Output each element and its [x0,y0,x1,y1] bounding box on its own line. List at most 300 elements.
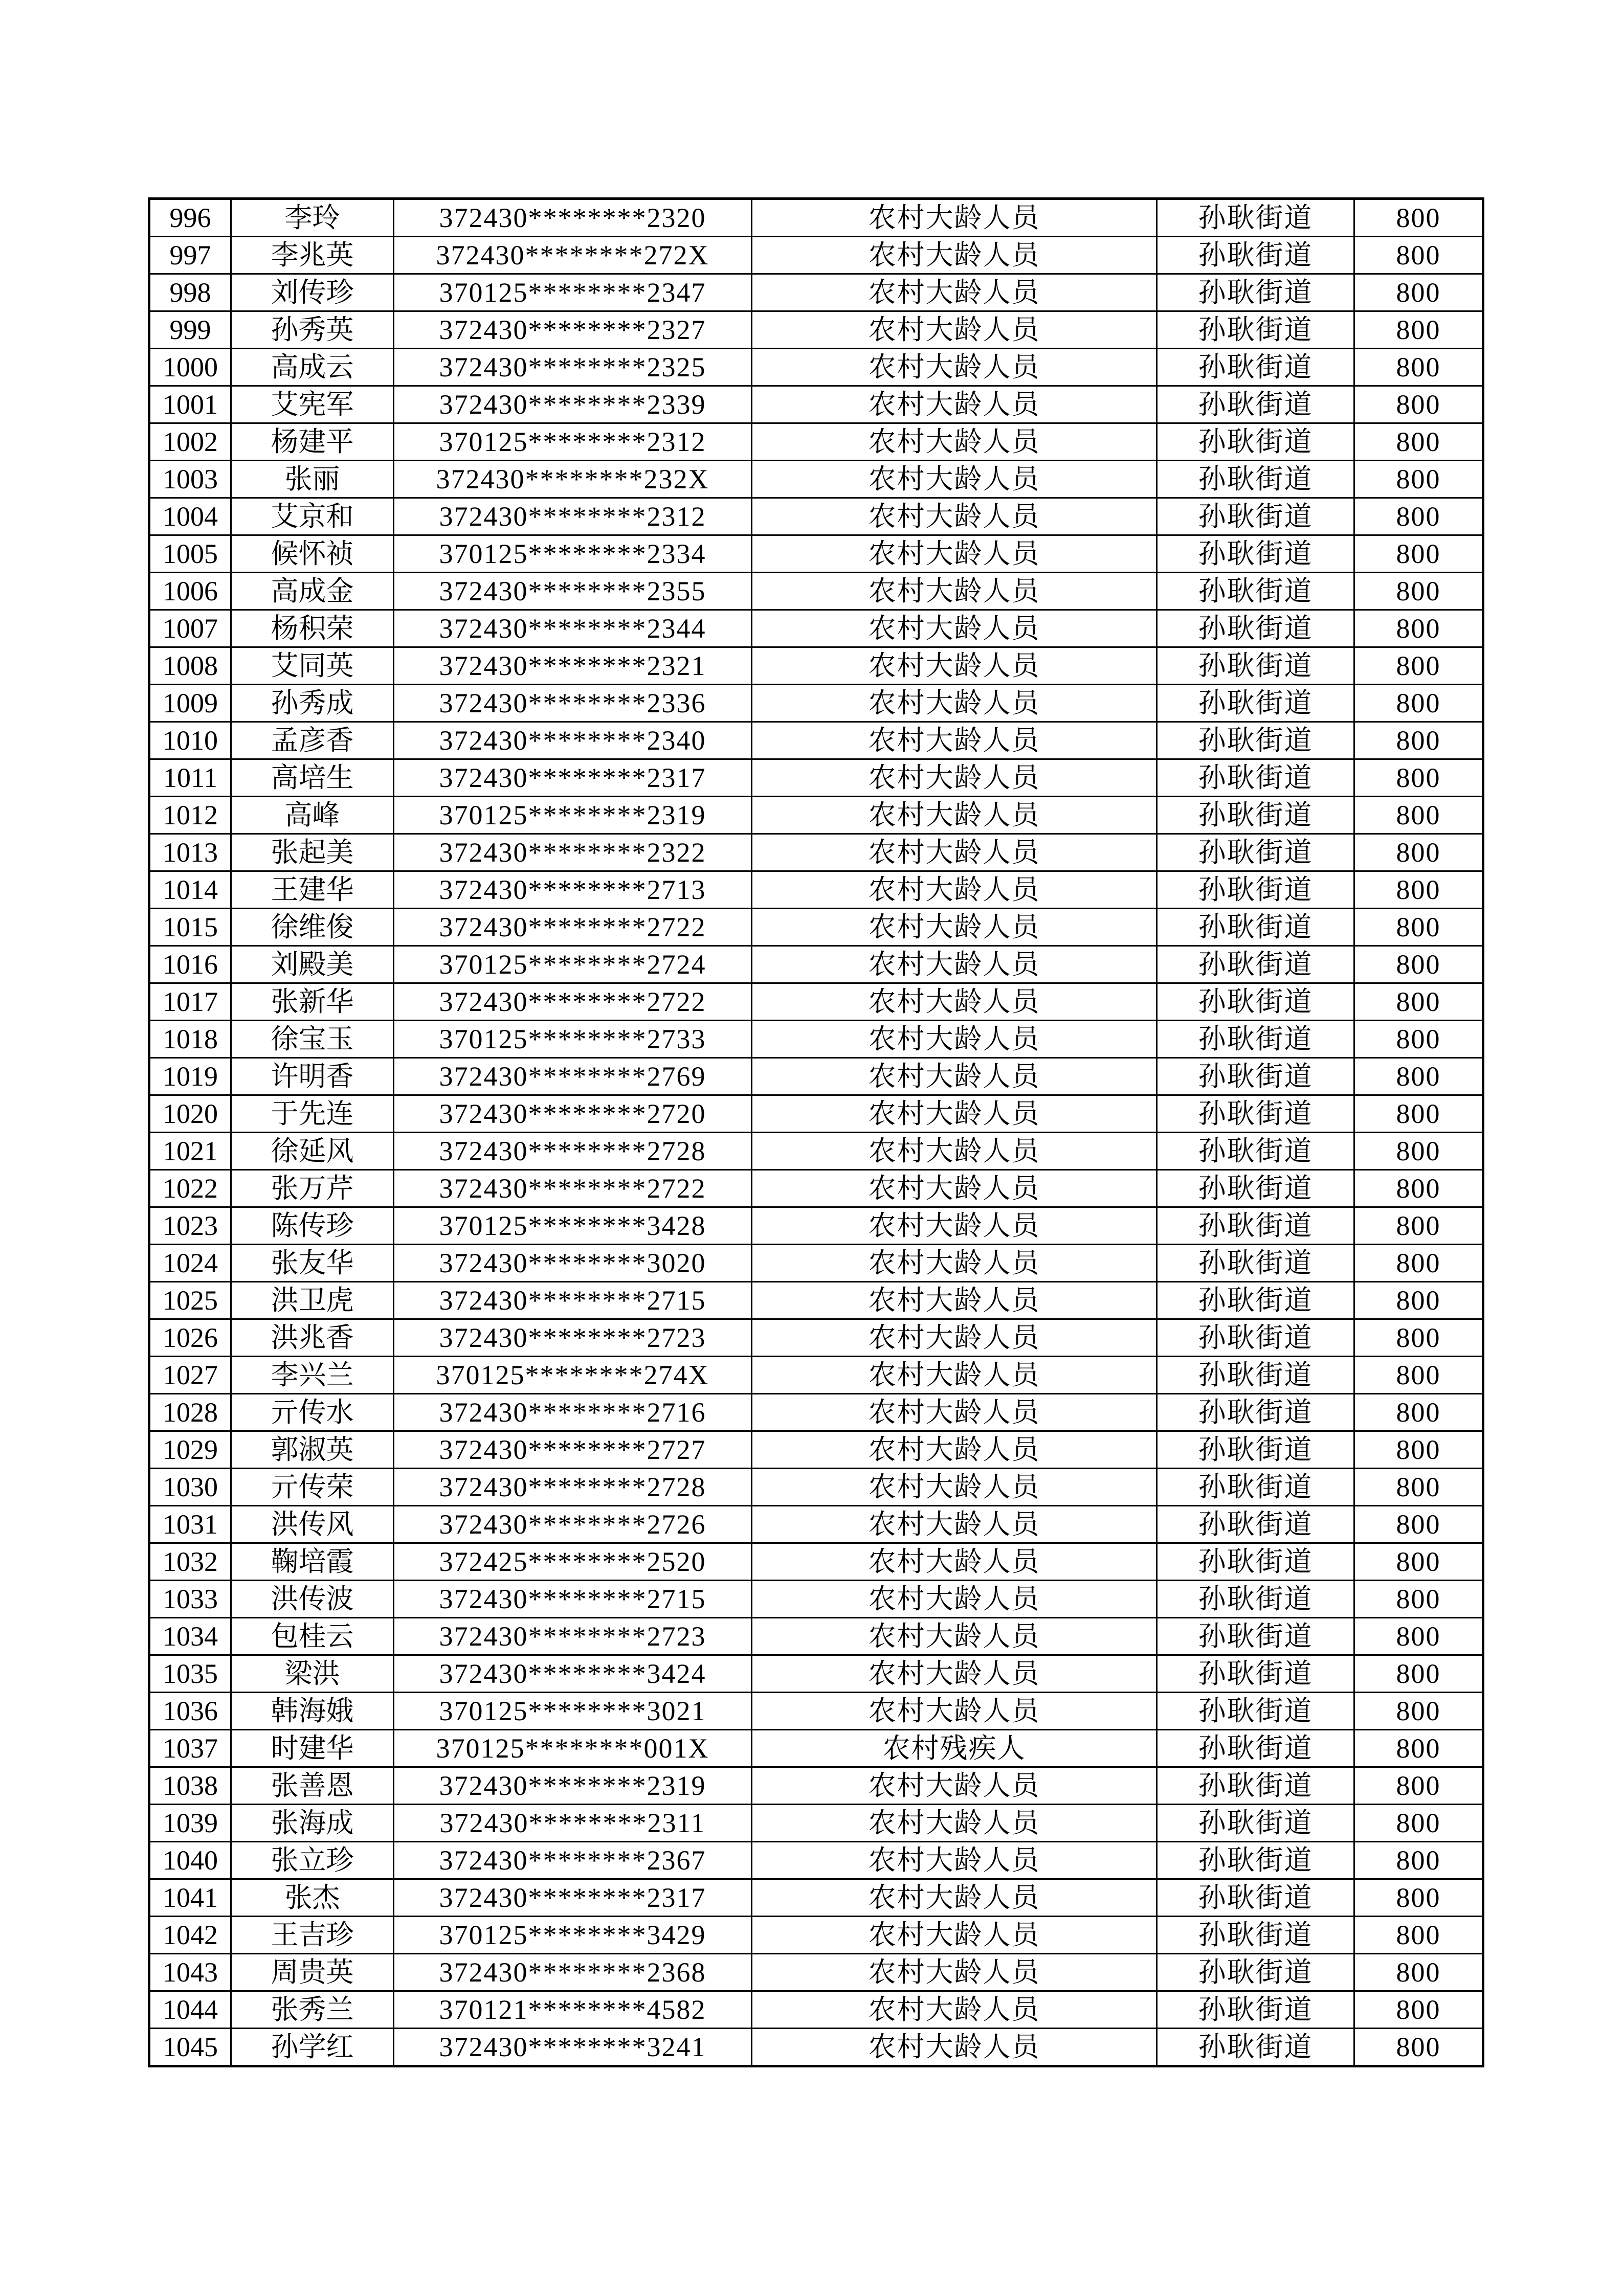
row-number-cell: 1037 [149,1730,231,1767]
id-number-cell: 372430********2723 [394,1319,752,1357]
street-cell: 孙耿街道 [1157,1133,1354,1170]
street-cell: 孙耿街道 [1157,1021,1354,1058]
table-row [149,1095,1483,1133]
category-cell: 农村大龄人员 [752,610,1157,647]
table-row [149,1170,1483,1207]
person-name-cell: 艾同英 [231,647,394,685]
table-row [149,1282,1483,1319]
table-row [149,237,1483,274]
amount-cell: 800 [1354,1581,1483,1618]
amount-cell: 800 [1354,1917,1483,1954]
person-name-cell: 高成金 [231,573,394,610]
street-cell: 孙耿街道 [1157,349,1354,386]
row-number-cell: 1024 [149,1245,231,1282]
table-row [149,498,1483,535]
person-name-cell: 徐维俊 [231,909,394,946]
amount-cell: 800 [1354,1618,1483,1655]
category-cell: 农村大龄人员 [752,1655,1157,1693]
row-number-cell: 1041 [149,1879,231,1917]
id-number-cell: 372425********2520 [394,1543,752,1581]
person-name-cell: 杨积荣 [231,610,394,647]
person-name-cell: 郭淑英 [231,1431,394,1469]
person-name-cell: 张新华 [231,983,394,1021]
table-row [149,1842,1483,1879]
amount-cell: 800 [1354,1245,1483,1282]
category-cell: 农村大龄人员 [752,1282,1157,1319]
street-cell: 孙耿街道 [1157,759,1354,797]
amount-cell: 800 [1354,909,1483,946]
row-number-cell: 1032 [149,1543,231,1581]
id-number-cell: 372430********232X [394,461,752,498]
row-number-cell: 1016 [149,946,231,983]
category-cell: 农村大龄人员 [752,1879,1157,1917]
street-cell: 孙耿街道 [1157,1170,1354,1207]
id-number-cell: 372430********2320 [394,199,752,237]
roster-body [149,199,1483,2066]
category-cell: 农村大龄人员 [752,1954,1157,1991]
table-row [149,2029,1483,2066]
id-number-cell: 370125********2319 [394,797,752,834]
person-name-cell: 亓传水 [231,1394,394,1431]
street-cell: 孙耿街道 [1157,461,1354,498]
amount-cell: 800 [1354,311,1483,349]
person-name-cell: 刘传珍 [231,274,394,311]
row-number-cell: 1042 [149,1917,231,1954]
amount-cell: 800 [1354,1543,1483,1581]
row-number-cell: 1033 [149,1581,231,1618]
street-cell: 孙耿街道 [1157,237,1354,274]
table-row [149,983,1483,1021]
street-cell: 孙耿街道 [1157,423,1354,461]
id-number-cell: 372430********2336 [394,685,752,722]
street-cell: 孙耿街道 [1157,1357,1354,1394]
table-row [149,274,1483,311]
table-row [149,1991,1483,2029]
person-name-cell: 高培生 [231,759,394,797]
table-row [149,386,1483,423]
id-number-cell: 372430********2340 [394,722,752,759]
id-number-cell: 372430********2319 [394,1767,752,1805]
street-cell: 孙耿街道 [1157,2029,1354,2066]
table-row [149,722,1483,759]
row-number-cell: 1043 [149,1954,231,1991]
person-name-cell: 高峰 [231,797,394,834]
table-row [149,349,1483,386]
person-name-cell: 梁洪 [231,1655,394,1693]
person-name-cell: 张秀兰 [231,1991,394,2029]
street-cell: 孙耿街道 [1157,1431,1354,1469]
id-number-cell: 372430********2728 [394,1133,752,1170]
category-cell: 农村大龄人员 [752,1058,1157,1095]
category-cell: 农村大龄人员 [752,535,1157,573]
person-name-cell: 洪传波 [231,1581,394,1618]
person-name-cell: 孙秀英 [231,311,394,349]
amount-cell: 800 [1354,423,1483,461]
person-name-cell: 徐宝玉 [231,1021,394,1058]
row-number-cell: 1000 [149,349,231,386]
person-name-cell: 孙秀成 [231,685,394,722]
category-cell: 农村大龄人员 [752,1469,1157,1506]
table-row [149,647,1483,685]
row-number-cell: 1003 [149,461,231,498]
id-number-cell: 372430********2769 [394,1058,752,1095]
category-cell: 农村大龄人员 [752,647,1157,685]
table-row [149,1618,1483,1655]
amount-cell: 800 [1354,834,1483,871]
amount-cell: 800 [1354,1431,1483,1469]
amount-cell: 800 [1354,1730,1483,1767]
street-cell: 孙耿街道 [1157,1506,1354,1543]
id-number-cell: 370125********001X [394,1730,752,1767]
id-number-cell: 372430********2715 [394,1282,752,1319]
person-name-cell: 张善恩 [231,1767,394,1805]
amount-cell: 800 [1354,1693,1483,1730]
table-row [149,573,1483,610]
street-cell: 孙耿街道 [1157,1917,1354,1954]
street-cell: 孙耿街道 [1157,1693,1354,1730]
category-cell: 农村大龄人员 [752,1767,1157,1805]
id-number-cell: 372430********2367 [394,1842,752,1879]
id-number-cell: 370125********3429 [394,1917,752,1954]
row-number-cell: 1035 [149,1655,231,1693]
person-name-cell: 鞠培霞 [231,1543,394,1581]
row-number-cell: 1027 [149,1357,231,1394]
category-cell: 农村大龄人员 [752,797,1157,834]
street-cell: 孙耿街道 [1157,1842,1354,1879]
row-number-cell: 1010 [149,722,231,759]
street-cell: 孙耿街道 [1157,1394,1354,1431]
id-number-cell: 372430********2716 [394,1394,752,1431]
amount-cell: 800 [1354,1506,1483,1543]
table-row [149,1506,1483,1543]
row-number-cell: 1044 [149,1991,231,2029]
row-number-cell: 1001 [149,386,231,423]
amount-cell: 800 [1354,1655,1483,1693]
category-cell: 农村大龄人员 [752,2029,1157,2066]
street-cell: 孙耿街道 [1157,1543,1354,1581]
table-row [149,1431,1483,1469]
id-number-cell: 372430********2722 [394,909,752,946]
person-name-cell: 洪兆香 [231,1319,394,1357]
table-row [149,1655,1483,1693]
category-cell: 农村大龄人员 [752,1245,1157,1282]
row-number-cell: 1029 [149,1431,231,1469]
category-cell: 农村大龄人员 [752,573,1157,610]
id-number-cell: 372430********272X [394,237,752,274]
person-name-cell: 包桂云 [231,1618,394,1655]
person-name-cell: 李玲 [231,199,394,237]
person-name-cell: 孙学红 [231,2029,394,2066]
person-name-cell: 徐延风 [231,1133,394,1170]
street-cell: 孙耿街道 [1157,498,1354,535]
category-cell: 农村大龄人员 [752,759,1157,797]
person-name-cell: 李兴兰 [231,1357,394,1394]
row-number-cell: 1039 [149,1805,231,1842]
person-name-cell: 洪传风 [231,1506,394,1543]
person-name-cell: 亓传荣 [231,1469,394,1506]
id-number-cell: 372430********2720 [394,1095,752,1133]
amount-cell: 800 [1354,1954,1483,1991]
amount-cell: 800 [1354,1207,1483,1245]
id-number-cell: 372430********2723 [394,1618,752,1655]
row-number-cell: 1012 [149,797,231,834]
row-number-cell: 1034 [149,1618,231,1655]
table-row [149,909,1483,946]
amount-cell: 800 [1354,1058,1483,1095]
street-cell: 孙耿街道 [1157,1319,1354,1357]
id-number-cell: 372430********3424 [394,1655,752,1693]
person-name-cell: 张立珍 [231,1842,394,1879]
person-name-cell: 杨建平 [231,423,394,461]
table-row [149,1730,1483,1767]
amount-cell: 800 [1354,274,1483,311]
table-row [149,1319,1483,1357]
street-cell: 孙耿街道 [1157,871,1354,909]
row-number-cell: 1036 [149,1693,231,1730]
person-name-cell: 张海成 [231,1805,394,1842]
amount-cell: 800 [1354,461,1483,498]
category-cell: 农村大龄人员 [752,1917,1157,1954]
street-cell: 孙耿街道 [1157,1058,1354,1095]
row-number-cell: 1002 [149,423,231,461]
street-cell: 孙耿街道 [1157,1245,1354,1282]
amount-cell: 800 [1354,610,1483,647]
category-cell: 农村大龄人员 [752,1543,1157,1581]
category-cell: 农村大龄人员 [752,1581,1157,1618]
row-number-cell: 1005 [149,535,231,573]
table-row [149,1357,1483,1394]
category-cell: 农村大龄人员 [752,685,1157,722]
table-row [149,1879,1483,1917]
street-cell: 孙耿街道 [1157,573,1354,610]
amount-cell: 800 [1354,535,1483,573]
row-number-cell: 1038 [149,1767,231,1805]
category-cell: 农村大龄人员 [752,274,1157,311]
row-number-cell: 1014 [149,871,231,909]
amount-cell: 800 [1354,1357,1483,1394]
table-row [149,1207,1483,1245]
amount-cell: 800 [1354,1805,1483,1842]
id-number-cell: 370125********2312 [394,423,752,461]
category-cell: 农村大龄人员 [752,909,1157,946]
amount-cell: 800 [1354,1021,1483,1058]
category-cell: 农村大龄人员 [752,946,1157,983]
category-cell: 农村残疾人 [752,1730,1157,1767]
id-number-cell: 372430********2321 [394,647,752,685]
row-number-cell: 1015 [149,909,231,946]
id-number-cell: 372430********3241 [394,2029,752,2066]
amount-cell: 800 [1354,199,1483,237]
table-row [149,1394,1483,1431]
category-cell: 农村大龄人员 [752,1618,1157,1655]
category-cell: 农村大龄人员 [752,1431,1157,1469]
street-cell: 孙耿街道 [1157,535,1354,573]
id-number-cell: 372430********2322 [394,834,752,871]
person-name-cell: 周贵英 [231,1954,394,1991]
street-cell: 孙耿街道 [1157,1954,1354,1991]
person-name-cell: 于先连 [231,1095,394,1133]
street-cell: 孙耿街道 [1157,1730,1354,1767]
id-number-cell: 372430********2325 [394,349,752,386]
person-name-cell: 艾京和 [231,498,394,535]
category-cell: 农村大龄人员 [752,237,1157,274]
category-cell: 农村大龄人员 [752,1095,1157,1133]
table-row [149,759,1483,797]
street-cell: 孙耿街道 [1157,1581,1354,1618]
id-number-cell: 372430********2355 [394,573,752,610]
category-cell: 农村大龄人员 [752,1170,1157,1207]
person-name-cell: 许明香 [231,1058,394,1095]
id-number-cell: 370125********2347 [394,274,752,311]
street-cell: 孙耿街道 [1157,1805,1354,1842]
amount-cell: 800 [1354,573,1483,610]
person-name-cell: 张万芹 [231,1170,394,1207]
category-cell: 农村大龄人员 [752,722,1157,759]
category-cell: 农村大龄人员 [752,1506,1157,1543]
row-number-cell: 1008 [149,647,231,685]
category-cell: 农村大龄人员 [752,1693,1157,1730]
amount-cell: 800 [1354,1170,1483,1207]
id-number-cell: 370125********2724 [394,946,752,983]
id-number-cell: 372430********2726 [394,1506,752,1543]
subsidy-roster-table [148,197,1484,2067]
table-row [149,1693,1483,1730]
id-number-cell: 370125********3428 [394,1207,752,1245]
category-cell: 农村大龄人员 [752,1805,1157,1842]
amount-cell: 800 [1354,685,1483,722]
row-number-cell: 1031 [149,1506,231,1543]
id-number-cell: 372430********2317 [394,759,752,797]
person-name-cell: 候怀祯 [231,535,394,573]
category-cell: 农村大龄人员 [752,1394,1157,1431]
table-row [149,1805,1483,1842]
amount-cell: 800 [1354,498,1483,535]
street-cell: 孙耿街道 [1157,1655,1354,1693]
row-number-cell: 1017 [149,983,231,1021]
id-number-cell: 372430********2339 [394,386,752,423]
amount-cell: 800 [1354,1767,1483,1805]
id-number-cell: 372430********2327 [394,311,752,349]
id-number-cell: 372430********2317 [394,1879,752,1917]
amount-cell: 800 [1354,797,1483,834]
amount-cell: 800 [1354,1282,1483,1319]
row-number-cell: 1007 [149,610,231,647]
table-row [149,610,1483,647]
street-cell: 孙耿街道 [1157,386,1354,423]
person-name-cell: 刘殿美 [231,946,394,983]
row-number-cell: 1020 [149,1095,231,1133]
row-number-cell: 1028 [149,1394,231,1431]
category-cell: 农村大龄人员 [752,1991,1157,2029]
amount-cell: 800 [1354,759,1483,797]
amount-cell: 800 [1354,1133,1483,1170]
amount-cell: 800 [1354,983,1483,1021]
street-cell: 孙耿街道 [1157,1095,1354,1133]
id-number-cell: 370125********274X [394,1357,752,1394]
id-number-cell: 372430********2713 [394,871,752,909]
table-row [149,834,1483,871]
category-cell: 农村大龄人员 [752,311,1157,349]
id-number-cell: 372430********2344 [394,610,752,647]
id-number-cell: 372430********2722 [394,1170,752,1207]
street-cell: 孙耿街道 [1157,610,1354,647]
table-row [149,1543,1483,1581]
row-number-cell: 1022 [149,1170,231,1207]
street-cell: 孙耿街道 [1157,1469,1354,1506]
person-name-cell: 王吉珍 [231,1917,394,1954]
id-number-cell: 372430********2715 [394,1581,752,1618]
amount-cell: 800 [1354,722,1483,759]
street-cell: 孙耿街道 [1157,1618,1354,1655]
table-row [149,1245,1483,1282]
category-cell: 农村大龄人员 [752,1319,1157,1357]
id-number-cell: 372430********2727 [394,1431,752,1469]
row-number-cell: 1018 [149,1021,231,1058]
street-cell: 孙耿街道 [1157,1879,1354,1917]
table-row [149,1581,1483,1618]
street-cell: 孙耿街道 [1157,946,1354,983]
person-name-cell: 张杰 [231,1879,394,1917]
category-cell: 农村大龄人员 [752,871,1157,909]
row-number-cell: 1040 [149,1842,231,1879]
category-cell: 农村大龄人员 [752,983,1157,1021]
row-number-cell: 998 [149,274,231,311]
category-cell: 农村大龄人员 [752,386,1157,423]
table-row [149,1954,1483,1991]
street-cell: 孙耿街道 [1157,685,1354,722]
person-name-cell: 高成云 [231,349,394,386]
category-cell: 农村大龄人员 [752,423,1157,461]
row-number-cell: 997 [149,237,231,274]
person-name-cell: 艾宪军 [231,386,394,423]
id-number-cell: 370125********3021 [394,1693,752,1730]
street-cell: 孙耿街道 [1157,834,1354,871]
id-number-cell: 372430********2728 [394,1469,752,1506]
id-number-cell: 372430********2722 [394,983,752,1021]
id-number-cell: 370121********4582 [394,1991,752,2029]
amount-cell: 800 [1354,2029,1483,2066]
row-number-cell: 1023 [149,1207,231,1245]
row-number-cell: 1030 [149,1469,231,1506]
table-row [149,797,1483,834]
table-row [149,1021,1483,1058]
person-name-cell: 张友华 [231,1245,394,1282]
id-number-cell: 372430********3020 [394,1245,752,1282]
person-name-cell: 张丽 [231,461,394,498]
row-number-cell: 1011 [149,759,231,797]
table-row [149,1469,1483,1506]
person-name-cell: 张起美 [231,834,394,871]
row-number-cell: 1026 [149,1319,231,1357]
amount-cell: 800 [1354,1991,1483,2029]
row-number-cell: 996 [149,199,231,237]
amount-cell: 800 [1354,647,1483,685]
amount-cell: 800 [1354,1095,1483,1133]
category-cell: 农村大龄人员 [752,1133,1157,1170]
table-row [149,685,1483,722]
table-row [149,946,1483,983]
person-name-cell: 韩海娥 [231,1693,394,1730]
table-row [149,1917,1483,1954]
table-row [149,1767,1483,1805]
table-row [149,1133,1483,1170]
person-name-cell: 陈传珍 [231,1207,394,1245]
amount-cell: 800 [1354,386,1483,423]
amount-cell: 800 [1354,1842,1483,1879]
row-number-cell: 1021 [149,1133,231,1170]
row-number-cell: 1025 [149,1282,231,1319]
amount-cell: 800 [1354,1319,1483,1357]
